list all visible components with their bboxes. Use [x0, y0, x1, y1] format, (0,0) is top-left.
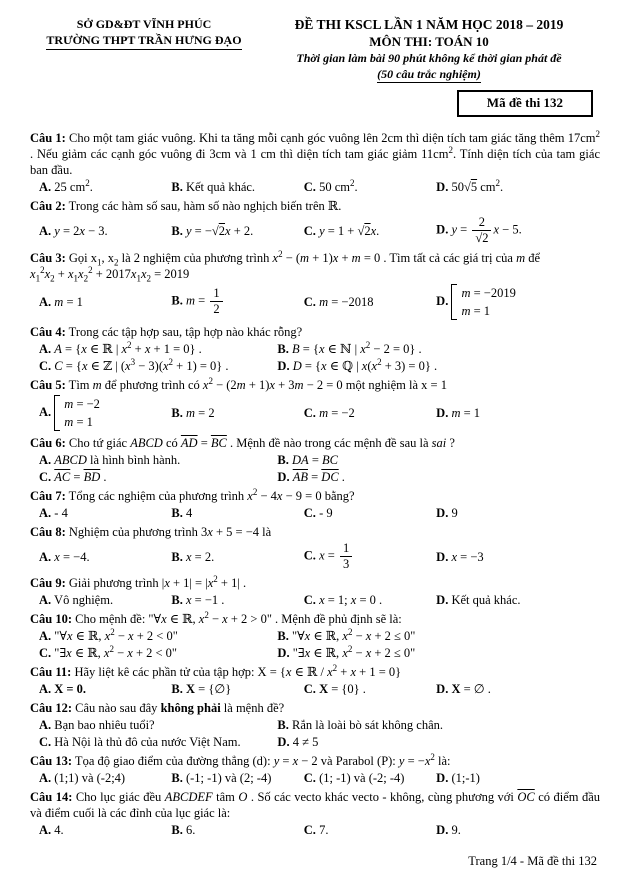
header-left — [30, 16, 258, 50]
question-3-stem: Câu 3: Gọi $x_1$, $x_2$ là 2 nghiệm của phương trình $x^2 - (m + 1)x + m = 0$ . Tìm tất cả các giá trị của m để $x_1^2x_2 + x_1x_2^2 + 2017x_1x_2 = 2019$ — [30, 248, 541, 283]
question-11 — [30, 664, 600, 697]
question-8-options — [30, 541, 600, 572]
question-1-option-A: A. 25 $cm^2$. — [39, 178, 93, 195]
page-footer: Trang 1/4 - Mã đề thi 132 — [468, 854, 597, 868]
question-9 — [30, 575, 600, 608]
question-2-option-A: A. y = 2x − 3. — [39, 223, 108, 238]
exam-subject: MÔN THI: TOÁN 10 — [369, 33, 489, 49]
question-10-option-D: D. "∃x ∈ ℝ, $x^2 - x + 2 \le 0$" — [277, 644, 416, 661]
question-2-options — [30, 215, 600, 246]
question-4-option-A: A. A = {x ∈ ℝ | $x^2 + x + 1 = 0$} . — [39, 339, 202, 356]
exam-code-row — [30, 90, 600, 118]
question-4 — [30, 324, 600, 374]
question-9-option-C: C. x = 1; x = 0 . — [303, 593, 383, 608]
department-name: SỞ GD&ĐT VĨNH PHÚC — [76, 17, 212, 31]
question-7-option-D: D. 9 — [436, 506, 458, 520]
question-9-options — [30, 592, 600, 608]
question-6-options — [30, 469, 600, 485]
question-6-option-C: C. $\overline{AC} = \overline{BD}$ . — [39, 470, 107, 484]
question-1-option-B: B. Kết quả khác. — [171, 180, 256, 195]
question-12-option-A: A. Bạn bao nhiêu tuổi? — [39, 718, 155, 733]
question-1-option-D: D. 50√5 $cm^2$. — [436, 178, 504, 195]
question-10 — [30, 611, 600, 661]
question-13-option-B: B. (-1; -1) và (2; -4) — [171, 771, 272, 786]
question-2-option-D: D. y = $\frac{2}{√2}$ x − 5. — [436, 215, 522, 246]
question-3-options — [30, 283, 600, 321]
header-center — [258, 16, 600, 83]
question-6-option-B: B. DA = BC — [277, 453, 338, 467]
question-11-option-A: A. X = 0. — [39, 682, 87, 697]
question-12-option-B: B. Rắn là loài bò sát không chân. — [277, 718, 444, 733]
question-1-stem: Câu 1: Cho một tam giác vuông. Khi ta tăng mỗi cạnh góc vuông lên 2cm thì diện tích tam giác tăng thêm $17cm^2$ . Nếu giảm các cạnh góc vuông đi 3cm và 1 cm thì diện tích tam giác giảm $11cm^2$. Tính diện tích của tam giác ban đầu. — [30, 129, 600, 178]
question-3-option-C: C. m = −2018 — [303, 294, 374, 309]
question-7-option-C: C. - 9 — [303, 506, 333, 520]
question-8-option-C: C. x = $\frac{1}{3}$ — [304, 541, 436, 572]
question-9-option-B: B. x = −1 . — [171, 593, 225, 608]
question-4-stem: Câu 4: Trong các tập hợp sau, tập hợp nào khác rỗng? — [30, 324, 303, 339]
question-11-option-B: B. X = {∅} — [171, 682, 232, 697]
question-14-options — [30, 822, 600, 838]
question-13-option-A: A. (1;1) và (-2;4) — [39, 771, 126, 786]
question-10-option-C: C. "∃x ∈ ℝ, $x^2 - x + 2 < 0$" — [39, 644, 178, 661]
question-7-option-A: A. - 4 — [39, 506, 68, 520]
question-10-options — [30, 645, 600, 661]
exam-code-box: Mã đề thi 132 — [457, 90, 593, 118]
question-7-options — [30, 505, 600, 521]
question-3-option-A: A. m = 1 — [39, 294, 83, 309]
question-5-option-B: B. m = 2 — [171, 405, 215, 420]
question-14-option-B: B. 6. — [171, 823, 196, 838]
question-9-stem: Câu 9: Giải phương trình $|x + 1| = |x^2 + 1|$ . — [30, 574, 247, 591]
question-12-options — [30, 717, 600, 733]
question-11-options — [30, 681, 600, 697]
question-2-option-C: C. y = 1 + √2x. — [303, 223, 380, 238]
page-header — [30, 16, 600, 83]
question-1-option-C: C. 50 $cm^2$. — [303, 178, 358, 195]
question-13-option-C: C. (1; -1) và (-2; -4) — [303, 771, 405, 786]
question-8-stem: Câu 8: Nghiệm của phương trình 3x + 5 = −4 là — [30, 525, 272, 539]
question-5-option-A: A. m = −2 m = 1 — [39, 394, 171, 432]
question-5-stem: Câu 5: Tìm m để phương trình có $x^2 - (2m + 1)x + 3m - 2 = 0$ một nghiệm là x = 1 — [30, 375, 447, 392]
question-9-option-A: A. Vô nghiệm. — [39, 593, 114, 608]
question-5-option-D: D. m = 1 — [436, 405, 481, 420]
question-12 — [30, 700, 600, 750]
question-5-option-C: C. m = −2 — [303, 405, 355, 420]
question-4-option-D: D. D = {x ∈ ℚ | $x(x^2 + 3) = 0$} . — [277, 356, 438, 373]
exam-question-count: (50 câu trắc nghiệm) — [377, 67, 481, 82]
school-name: TRƯỜNG THPT TRẦN HƯNG ĐẠO — [46, 32, 241, 50]
question-7-stem: Câu 7: Tổng các nghiệm của phương trình $x^2 - 4x - 9 = 0$ bằng? — [30, 486, 355, 503]
question-10-options — [30, 628, 600, 644]
question-10-option-A: A. "∀x ∈ ℝ, $x^2 - x + 2 < 0$" — [39, 627, 178, 644]
question-12-options — [30, 734, 600, 750]
question-13-option-D: D. (1;-1) — [436, 771, 480, 786]
question-1-options — [30, 179, 600, 195]
question-4-option-C: C. C = {x ∈ ℤ | $(x^3 - 3)(x^2 + 1) = 0$} . — [39, 356, 229, 373]
questions-list — [30, 130, 600, 838]
question-4-options — [30, 341, 600, 357]
question-7 — [30, 488, 600, 521]
question-4-options — [30, 358, 600, 374]
question-14-stem: Câu 14: Cho lục giác đều ABCDEF tâm O . Số các vecto khác vecto - không, cùng phương với $\overline{OC}$ có điểm đầu và điểm cuối là các đỉnh của lục giác là: — [30, 790, 600, 821]
question-8-option-A: A. x = −4. — [39, 549, 90, 564]
question-11-option-D: D. X = ∅ . — [436, 682, 491, 697]
question-13-options — [30, 770, 600, 786]
question-14-option-A: A. 4. — [39, 823, 64, 838]
question-3 — [30, 250, 600, 321]
question-7-option-B: B. 4 — [171, 506, 193, 520]
question-14 — [30, 789, 600, 838]
question-12-option-C: C. Hà Nội là thủ đô của nước Việt Nam. — [39, 735, 241, 750]
question-1 — [30, 130, 600, 195]
question-13-stem: Câu 13: Tọa độ giao điểm của đường thẳng (d): y = x − 2 và Parabol (P): $y = -x^2$ là: — [30, 752, 451, 769]
question-10-stem: Câu 10: Cho mệnh đề: "∀x ∈ ℝ, $x^2 - x + 2 > 0$" . Mệnh đề phủ định sẽ là: — [30, 610, 402, 627]
question-8-option-D: D. x = −3 — [436, 549, 484, 564]
exam-title: ĐỀ THI KSCL LẦN 1 NĂM HỌC 2018 – 2019 — [294, 17, 564, 32]
question-5 — [30, 377, 600, 432]
question-5-options — [30, 394, 600, 432]
question-2-stem: Câu 2: Trong các hàm số sau, hàm số nào nghịch biến trên ℝ. — [30, 199, 342, 214]
question-6-stem: Câu 6: Cho tứ giác ABCD có $\overline{AD} = \overline{BC}$ . Mệnh đề nào trong các mệnh đề sau là sai ? — [30, 436, 455, 450]
question-2-option-B: B. y = −√2x + 2. — [171, 223, 254, 238]
question-11-stem: Câu 11: Hãy liệt kê các phần tử của tập hợp: X = {x ∈ ℝ / $x^2 + x + 1 = 0$} — [30, 663, 402, 680]
question-6 — [30, 435, 600, 485]
question-12-option-D: D. 4 ≠ 5 — [277, 735, 319, 750]
question-6-option-D: D. $\overline{AB} = \overline{DC}$ . — [277, 470, 345, 484]
question-13 — [30, 753, 600, 786]
question-8-option-B: B. x = 2. — [171, 549, 215, 564]
question-10-option-B: B. "∀x ∈ ℝ, $x^2 - x + 2 \le 0$" — [277, 627, 416, 644]
question-3-option-D: D. m = −2019 m = 1 — [436, 283, 600, 321]
question-2 — [30, 198, 600, 246]
question-8 — [30, 524, 600, 572]
question-6-option-A: A. ABCD là hình bình hành. — [39, 453, 181, 467]
question-14-option-D: D. 9. — [436, 823, 461, 838]
exam-time-note: Thời gian làm bài 90 phút không kể thời gian phát đề — [296, 51, 562, 66]
question-3-option-B: B. m = $\frac{1}{2}$ — [171, 286, 303, 317]
question-4-option-B: B. B = {x ∈ ℕ | $x^2 - 2 = 0$} . — [277, 339, 422, 356]
question-9-option-D: D. Kết quả khác. — [436, 593, 521, 608]
question-11-option-C: C. X = {0} . — [303, 682, 366, 697]
question-12-stem: Câu 12: Câu nào sau đây không phải là mệnh đề? — [30, 701, 285, 716]
question-6-options — [30, 452, 600, 468]
question-14-option-C: C. 7. — [303, 823, 329, 838]
